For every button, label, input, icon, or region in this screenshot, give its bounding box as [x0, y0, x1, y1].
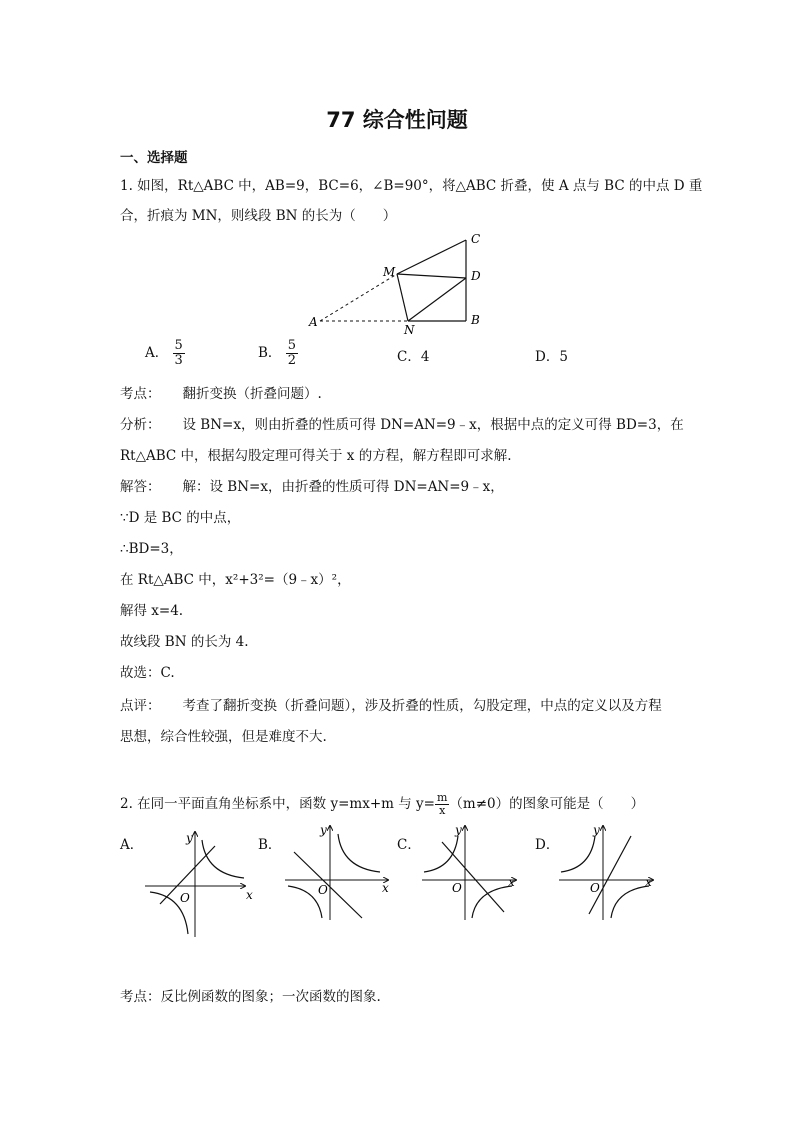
- option-letter: B．: [258, 345, 282, 361]
- q2-option-c-letter: C．: [397, 837, 421, 853]
- fraction: [173, 339, 185, 368]
- q1-fenxi: [120, 416, 684, 434]
- option-letter: A．: [145, 345, 169, 361]
- q1-stem-line1: 1. 如图，Rt△ABC 中，AB=9，BC=6，∠B=90°，将△ABC 折叠，使 A 点与 BC 的中点 D 重: [120, 178, 703, 194]
- label-d: D: [471, 269, 481, 283]
- y-label: y: [186, 831, 193, 845]
- q2-graph-b: [280, 822, 400, 922]
- segment-md: [397, 274, 466, 278]
- origin-label: O: [452, 881, 462, 895]
- denominator: 2: [287, 353, 296, 368]
- q2-option-d-letter: D．: [535, 837, 560, 853]
- q2-option-b-letter: B．: [258, 837, 282, 853]
- y-label: y: [593, 823, 600, 837]
- x-label: x: [508, 875, 515, 889]
- denominator: x: [439, 804, 446, 817]
- q2-graph-d: [555, 822, 665, 922]
- page-title: 77 综合性问题: [326, 108, 468, 132]
- q1-kaodian: [120, 385, 322, 403]
- q1-option-a: [145, 339, 185, 368]
- q2-option-a-letter: A．: [120, 837, 144, 853]
- q2-stem-after: （m≠0）的图象可能是（ ）: [449, 796, 645, 812]
- q1-option-b: [258, 339, 298, 368]
- hyperbola-branch-2: [288, 886, 322, 918]
- x-label: x: [645, 875, 652, 889]
- line-graph: [589, 836, 631, 914]
- hyperbola-branch-1: [561, 836, 595, 872]
- dianping-text: 考查了翻折变换（折叠问题），涉及折叠的性质，勾股定理，中点的定义以及方程: [182, 698, 662, 714]
- fold-line-am: [320, 274, 397, 321]
- label-a: A: [309, 315, 318, 329]
- option-text: 5: [559, 349, 568, 365]
- q2-kaodian: 考点：反比例函数的图象；一次函数的图象.: [120, 989, 381, 1005]
- q1-dianping-line2: 思想，综合性较强，但是难度不大.: [120, 729, 327, 745]
- option-letter: C．: [397, 349, 421, 365]
- denominator: 3: [174, 353, 183, 368]
- q1-dianping: [120, 697, 662, 715]
- segment-nd: [408, 278, 466, 321]
- q2-graph-a: [140, 822, 260, 942]
- q2-fraction: [435, 792, 449, 817]
- hyperbola-branch-2: [472, 886, 512, 918]
- q1-jieda-line4: 在 Rt△ABC 中，x²+3²=（9﹣x）²，: [120, 572, 351, 588]
- q1-triangle-figure: [305, 228, 495, 336]
- y-label: y: [320, 823, 327, 837]
- jieda-text: 解：设 BN=x，由折叠的性质可得 DN=AN=9﹣x，: [182, 479, 504, 495]
- option-letter: D．: [535, 349, 560, 365]
- segment-mc: [397, 240, 466, 274]
- numerator: m: [436, 791, 448, 804]
- label-b: B: [471, 313, 480, 327]
- hyperbola-branch-2: [611, 886, 649, 918]
- q1-jieda: [120, 478, 504, 496]
- q2-stem: [120, 792, 644, 817]
- q2-stem-before: 2. 在同一平面直角坐标系中，函数 y=mx+m 与 y=: [120, 796, 435, 812]
- fraction: [286, 339, 298, 368]
- label-m: M: [383, 265, 396, 279]
- label-c: C: [471, 232, 481, 246]
- q1-jieda-line5: 解得 x=4.: [120, 603, 184, 619]
- hyperbola-branch-1: [338, 834, 380, 872]
- kaodian-label: 考点：: [120, 386, 161, 402]
- q1-jieda-line7: 故选：C.: [120, 665, 175, 681]
- dianping-label: 点评：: [120, 698, 161, 714]
- x-label: x: [246, 888, 253, 902]
- x-label: x: [382, 881, 389, 895]
- line-graph: [442, 842, 504, 912]
- fenxi-text: 设 BN=x，则由折叠的性质可得 DN=AN=9﹣x，根据中点的定义可得 BD=3，在: [182, 417, 684, 433]
- segment-mn: [397, 274, 408, 321]
- q1-jieda-line2: ∵D 是 BC 的中点，: [120, 510, 241, 526]
- label-n: N: [404, 323, 415, 336]
- jieda-label: 解答：: [120, 479, 161, 495]
- origin-label: O: [180, 891, 190, 905]
- numerator: 5: [174, 338, 183, 353]
- q1-option-d: [535, 345, 568, 365]
- hyperbola-branch-1: [202, 840, 244, 878]
- q1-jieda-line3: ∴BD=3，: [120, 541, 183, 557]
- origin-label: O: [590, 881, 600, 895]
- fenxi-label: 分析：: [120, 417, 161, 433]
- q1-stem-line2: 合，折痕为 MN，则线段 BN 的长为（ ）: [120, 208, 397, 224]
- origin-label: O: [318, 883, 328, 897]
- numerator: 5: [287, 338, 296, 353]
- q1-jieda-line6: 故线段 BN 的长为 4.: [120, 634, 249, 650]
- option-text: 4: [420, 349, 430, 365]
- kaodian-text: 翻折变换（折叠问题）.: [182, 386, 322, 402]
- section-heading: 一、选择题: [120, 150, 188, 166]
- y-label: y: [455, 823, 462, 837]
- q1-fenxi-line2: Rt△ABC 中，根据勾股定理可得关于 x 的方程，解方程即可求解.: [120, 448, 512, 464]
- q1-option-c: [397, 345, 429, 365]
- q2-graph-c: [418, 822, 528, 922]
